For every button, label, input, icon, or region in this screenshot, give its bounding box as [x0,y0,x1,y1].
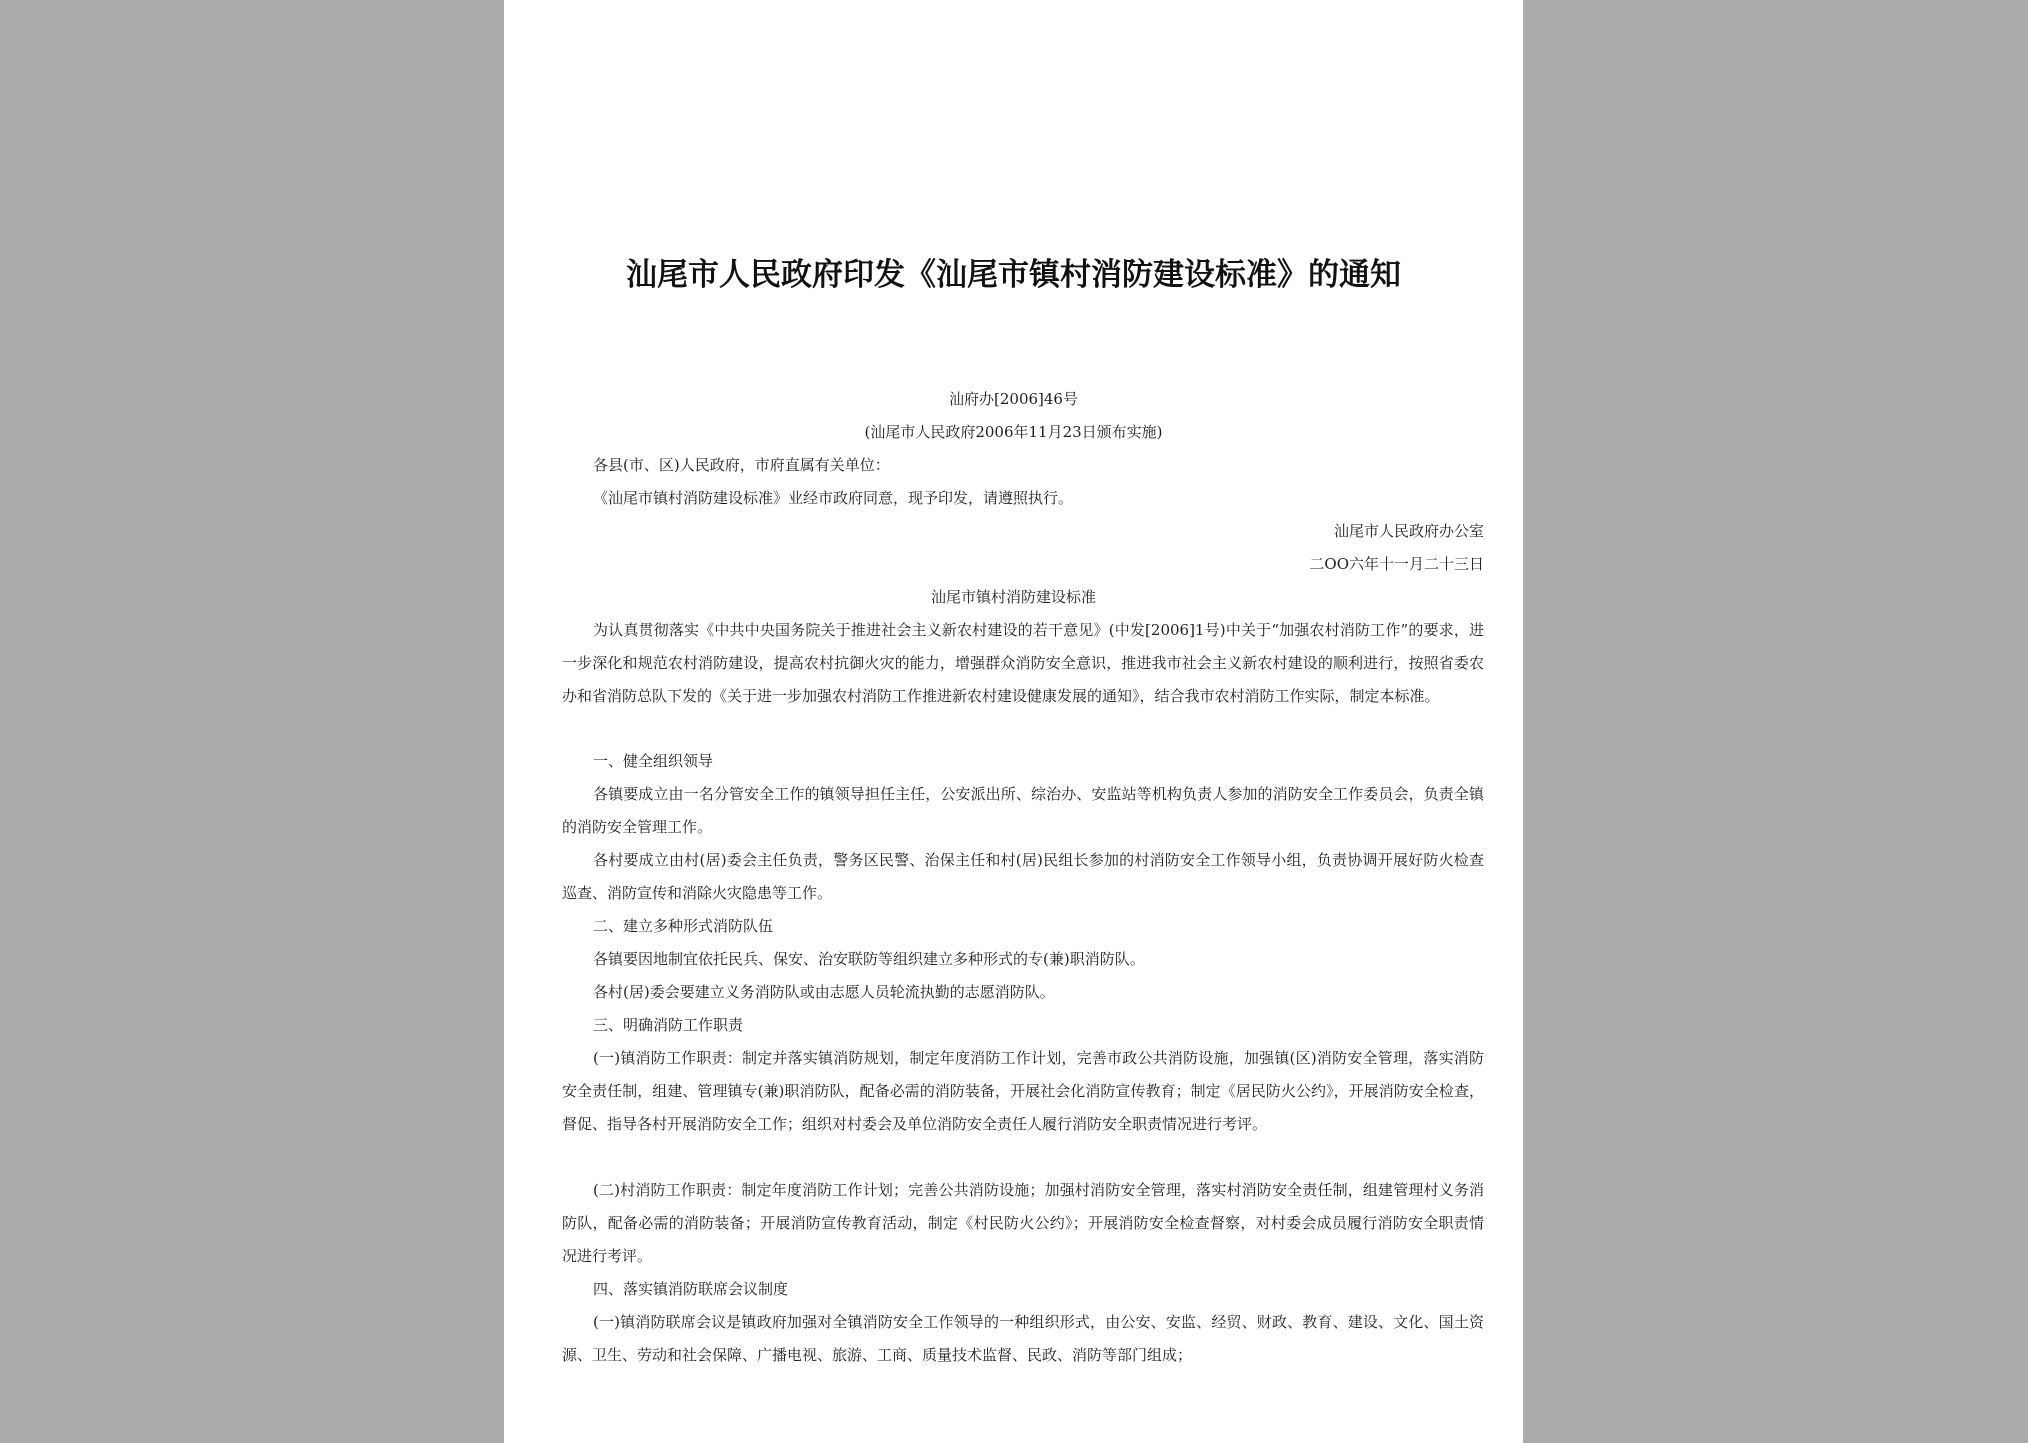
section-3-heading: 三、明确消防工作职责 [593,1016,744,1034]
issuer: 汕尾市人民政府办公室 [1333,522,1484,540]
document-title: 汕尾市人民政府印发《汕尾市镇村消防建设标准》的通知 [626,257,1401,293]
issue-note: (汕尾市人民政府2006年11月23日颁布实施) [864,423,1163,441]
section-1-paragraph-1: 各镇要成立由一名分管安全工作的镇领导担任主任，公安派出所、综治办、安监站等机构负责人参加的消防安全工作委员会，负责全镇的消防安全管理工作。 [562,785,1484,836]
section-2-heading: 二、建立多种形式消防队伍 [593,917,774,935]
addressee: 各县(市、区)人民政府，市府直属有关单位： [593,456,890,474]
issue-date: 二OO六年十一月二十三日 [1309,555,1484,573]
document-page [504,0,1523,1443]
section-2-paragraph-1: 各镇要因地制宜依托民兵、保安、治安联防等组织建立多种形式的专(兼)职消防队。 [593,950,1145,968]
section-3-paragraph-1: (一)镇消防工作职责：制定并落实镇消防规划，制定年度消防工作计划，完善市政公共消防设施，加强镇(区)消防安全管理，落实消防安全责任制，组建、管理镇专(兼)职消防队，配备必需的消防装备，开展社会化消防宣传教育；制定《居民防火公约》，开展消防安全检查，督促、指导各村开展消防安全工作；组织对村委会及单位消防安全责任人履行消防安全职责情况进行考评。 [562,1049,1484,1133]
section-3-paragraph-2: (二)村消防工作职责：制定年度消防工作计划；完善公共消防设施；加强村消防安全管理，落实村消防安全责任制，组建管理村义务消防队，配备必需的消防装备；开展消防宣传教育活动，制定《村民防火公约》；开展消防安全检查督察，对村委会成员履行消防安全职责情况进行考评。 [562,1181,1484,1265]
document-number: 汕府办[2006]46号 [949,390,1078,408]
section-1-heading: 一、健全组织领导 [593,752,714,770]
notice-body: 《汕尾市镇村消防建设标准》业经市政府同意，现予印发，请遵照执行。 [593,489,1074,507]
standard-title: 汕尾市镇村消防建设标准 [930,588,1096,606]
section-1-paragraph-2: 各村要成立由村(居)委会主任负责，警务区民警、治保主任和村(居)民组长参加的村消防安全工作领导小组，负责协调开展好防火检查巡查、消防宣传和消除火灾隐患等工作。 [562,851,1484,902]
section-2-paragraph-2: 各村(居)委会要建立义务消防队或由志愿人员轮流执勤的志愿消防队。 [593,983,1055,1001]
intro-paragraph: 为认真贯彻落实《中共中央国务院关于推进社会主义新农村建设的若干意见》(中发[2006]1号)中关于“加强农村消防工作”的要求，进一步深化和规范农村消防建设，提高农村抗御火灾的能力，增强群众消防安全意识，推进我市社会主义新农村建设的顺利进行，按照省委农办和省消防总队下发的《关于进一步加强农村消防工作推进新农村建设健康发展的通知》，结合我市农村消防工作实际，制定本标准。 [562,621,1484,705]
section-4-paragraph-1: (一)镇消防联席会议是镇政府加强对全镇消防安全工作领导的一种组织形式，由公安、安监、经贸、财政、教育、建设、文化、国土资源、卫生、劳动和社会保障、广播电视、旅游、工商、质量技术监督、民政、消防等部门组成； [562,1313,1484,1364]
section-4-heading: 四、落实镇消防联席会议制度 [593,1280,789,1298]
